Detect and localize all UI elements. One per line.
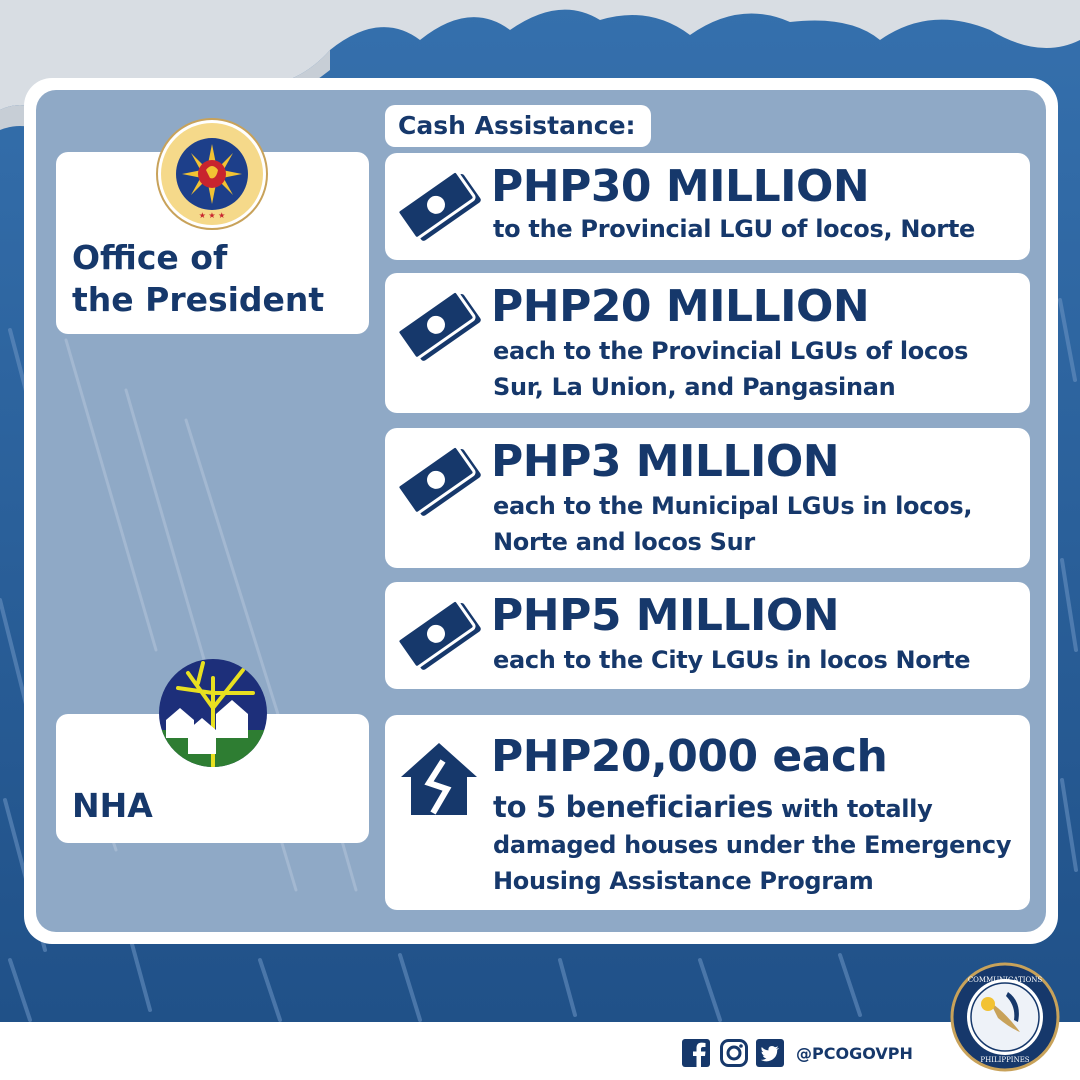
presidential-seal-icon [156, 118, 268, 230]
svg-text:★ ★ ★: ★ ★ ★ [198, 211, 226, 220]
desc-line-2: damaged houses under the Emergency [493, 831, 1012, 859]
desc-line: each to the Provincial LGUs of locos [493, 337, 969, 365]
assistance-card-3 [385, 428, 1030, 568]
nha-assistance-card [385, 715, 1030, 910]
amount-text: PHP5 MILLION [491, 590, 840, 641]
desc-line: each to the Municipal LGUs in locos, [493, 492, 973, 520]
desc-line: each to the City LGUs in locos Norte [493, 646, 971, 674]
desc-line: Sur, La Union, and Pangasinan [493, 373, 896, 401]
amount-text: PHP20 MILLION [491, 281, 870, 332]
desc-line: Norte and locos Sur [493, 528, 755, 556]
svg-text:COMMUNICATIONS: COMMUNICATIONS [967, 976, 1043, 984]
amount-text: PHP3 MILLION [491, 436, 840, 487]
nha-logo-icon [158, 658, 268, 768]
desc-line: to the Provincial LGU of locos, Norte [493, 215, 975, 243]
desc-emphasis: to 5 beneficiaries [493, 790, 773, 824]
damaged-house-icon [399, 739, 479, 819]
nha-label: NHA [72, 786, 153, 825]
money-icon [399, 285, 483, 365]
op-label-line1: Office of [72, 238, 228, 277]
desc-line-3: Housing Assistance Program [493, 867, 874, 895]
money-icon [399, 440, 483, 520]
facebook-icon[interactable] [682, 1039, 710, 1067]
pco-seal-icon [950, 962, 1060, 1072]
amount-text: PHP20,000 each [491, 731, 888, 782]
op-label-line2: the President [72, 280, 325, 319]
social-handle: @PCOGOVPH [796, 1044, 913, 1063]
assistance-card-1 [385, 153, 1030, 260]
amount-text: PHP30 MILLION [491, 161, 870, 212]
money-icon [399, 165, 483, 245]
desc-rest: with totally [781, 795, 933, 823]
footer-bar [0, 1022, 1080, 1080]
assistance-card-2 [385, 273, 1030, 413]
instagram-icon[interactable] [720, 1039, 748, 1067]
money-icon [399, 594, 483, 674]
cash-assistance-tag: Cash Assistance: [385, 105, 651, 147]
twitter-icon[interactable] [756, 1039, 784, 1067]
desc-line-1 [493, 789, 1023, 827]
assistance-card-4 [385, 582, 1030, 689]
svg-text:PHILIPPINES: PHILIPPINES [980, 1056, 1030, 1064]
